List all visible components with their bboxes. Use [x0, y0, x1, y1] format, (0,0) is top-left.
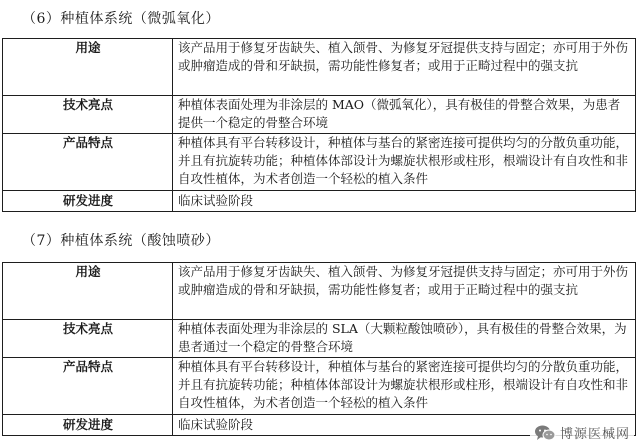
row-text-features: 种植体具有平台转移设计，种植体与基台的紧密连接可提供均匀的分散负重功能，并且有抗旋转功能；种植体体部设计为螺旋状根形或柱形，根端设计有自攻性和非自攻性植体，为术者创造一个轻松的植入条件 [173, 358, 636, 415]
section-7-heading: （7）种植体系统（酸蚀喷砂） [22, 233, 220, 249]
row-text-features: 种植体具有平台转移设计，种植体与基台的紧密连接可提供均匀的分散负重功能，并且有抗旋转功能；种植体体部设计为螺旋状根形或柱形，根端设计有自攻性和非自攻性植体，为术者创造一个轻松的植入条件 [173, 134, 636, 191]
table-row [3, 191, 636, 212]
row-label-usage: 用途 [3, 263, 173, 320]
row-text-tech-highlight: 种植体表面处理为非涂层的 SLA（大颗粒酸蚀喷砂），具有极佳的骨整合效果，为患者通过一个稳定的骨整合环境 [173, 320, 636, 358]
table-row [3, 96, 636, 134]
table-row [3, 134, 636, 191]
row-text-progress: 临床试验阶段 [173, 415, 636, 436]
table-row [3, 358, 636, 415]
row-text-tech-highlight: 种植体表面处理为非涂层的 MAO（微弧氧化），具有极佳的骨整合效果，为患者提供一个稳定的骨整合环境 [173, 96, 636, 134]
wechat-icon [534, 424, 556, 442]
row-text-progress: 临床试验阶段 [173, 191, 636, 212]
row-label-progress: 研发进度 [3, 415, 173, 436]
table-row [3, 39, 636, 96]
row-label-features: 产品特点 [3, 358, 173, 415]
row-text-usage: 该产品用于修复牙齿缺失、植入颌骨、为修复牙冠提供支持与固定；亦可用于外伤或肿瘤造成的骨和牙缺损，需功能性修复者；或用于正畸过程中的强支抗 [173, 39, 636, 96]
row-label-tech-highlight: 技术亮点 [3, 96, 173, 134]
watermark [530, 422, 634, 443]
row-label-tech-highlight: 技术亮点 [3, 320, 173, 358]
section-6-heading: （6）种植体系统（微弧氧化） [22, 11, 220, 27]
spec-table-mao [2, 38, 636, 212]
table-row [3, 320, 636, 358]
row-label-usage: 用途 [3, 39, 173, 96]
table-row [3, 263, 636, 320]
spec-table-sla [2, 262, 636, 436]
watermark-text: 博源医械网 [559, 427, 630, 442]
row-label-features: 产品特点 [3, 134, 173, 191]
row-text-usage: 该产品用于修复牙齿缺失、植入颌骨、为修复牙冠提供支持与固定；亦可用于外伤或肿瘤造成的骨和牙缺损，需功能性修复者；或用于正畸过程中的强支抗 [173, 263, 636, 320]
row-label-progress: 研发进度 [3, 191, 173, 212]
